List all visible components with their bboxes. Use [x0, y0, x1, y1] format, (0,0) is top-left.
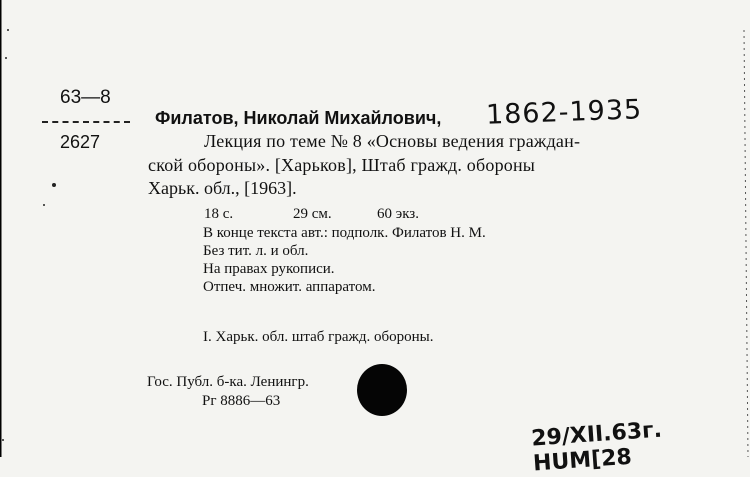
subject-tracing: I. Харьк. обл. штаб гражд. обороны.	[203, 329, 434, 345]
collation-pages: 18 с.	[204, 206, 234, 222]
note-line: Отпеч. множит. аппаратом.	[203, 279, 376, 295]
note-line: В конце текста авт.: подполк. Филатов Н. М.	[203, 225, 486, 241]
author-heading: Филатов, Николай Михайлович,	[155, 108, 442, 128]
handwritten-bottom-note: 29/XII.63г. HUM[28	[530, 417, 663, 477]
title-line-2: ской обороны». [Харьков], Штаб гражд. обороны	[148, 155, 536, 175]
handwritten-dates: 1862-1935	[485, 94, 643, 131]
collation-size: 29 см.	[293, 206, 332, 222]
library-name: Гос. Публ. б-ка. Ленингр.	[147, 374, 309, 390]
collation-copies: 60 экз.	[377, 206, 419, 222]
note-line: На правах рукописи.	[203, 261, 335, 277]
title-line-1: Лекция по теме № 8 «Основы ведения граждан-	[204, 131, 581, 151]
call-number: 63—8	[60, 87, 111, 108]
ink-stamp-blot	[357, 364, 407, 416]
inventory-number: 2627	[60, 132, 101, 152]
title-line-3: Харьк. обл., [1963].	[148, 178, 297, 198]
library-code: Рг 8886—63	[202, 393, 281, 409]
call-number-divider	[42, 121, 130, 123]
note-line: Без тит. л. и обл.	[203, 243, 309, 259]
